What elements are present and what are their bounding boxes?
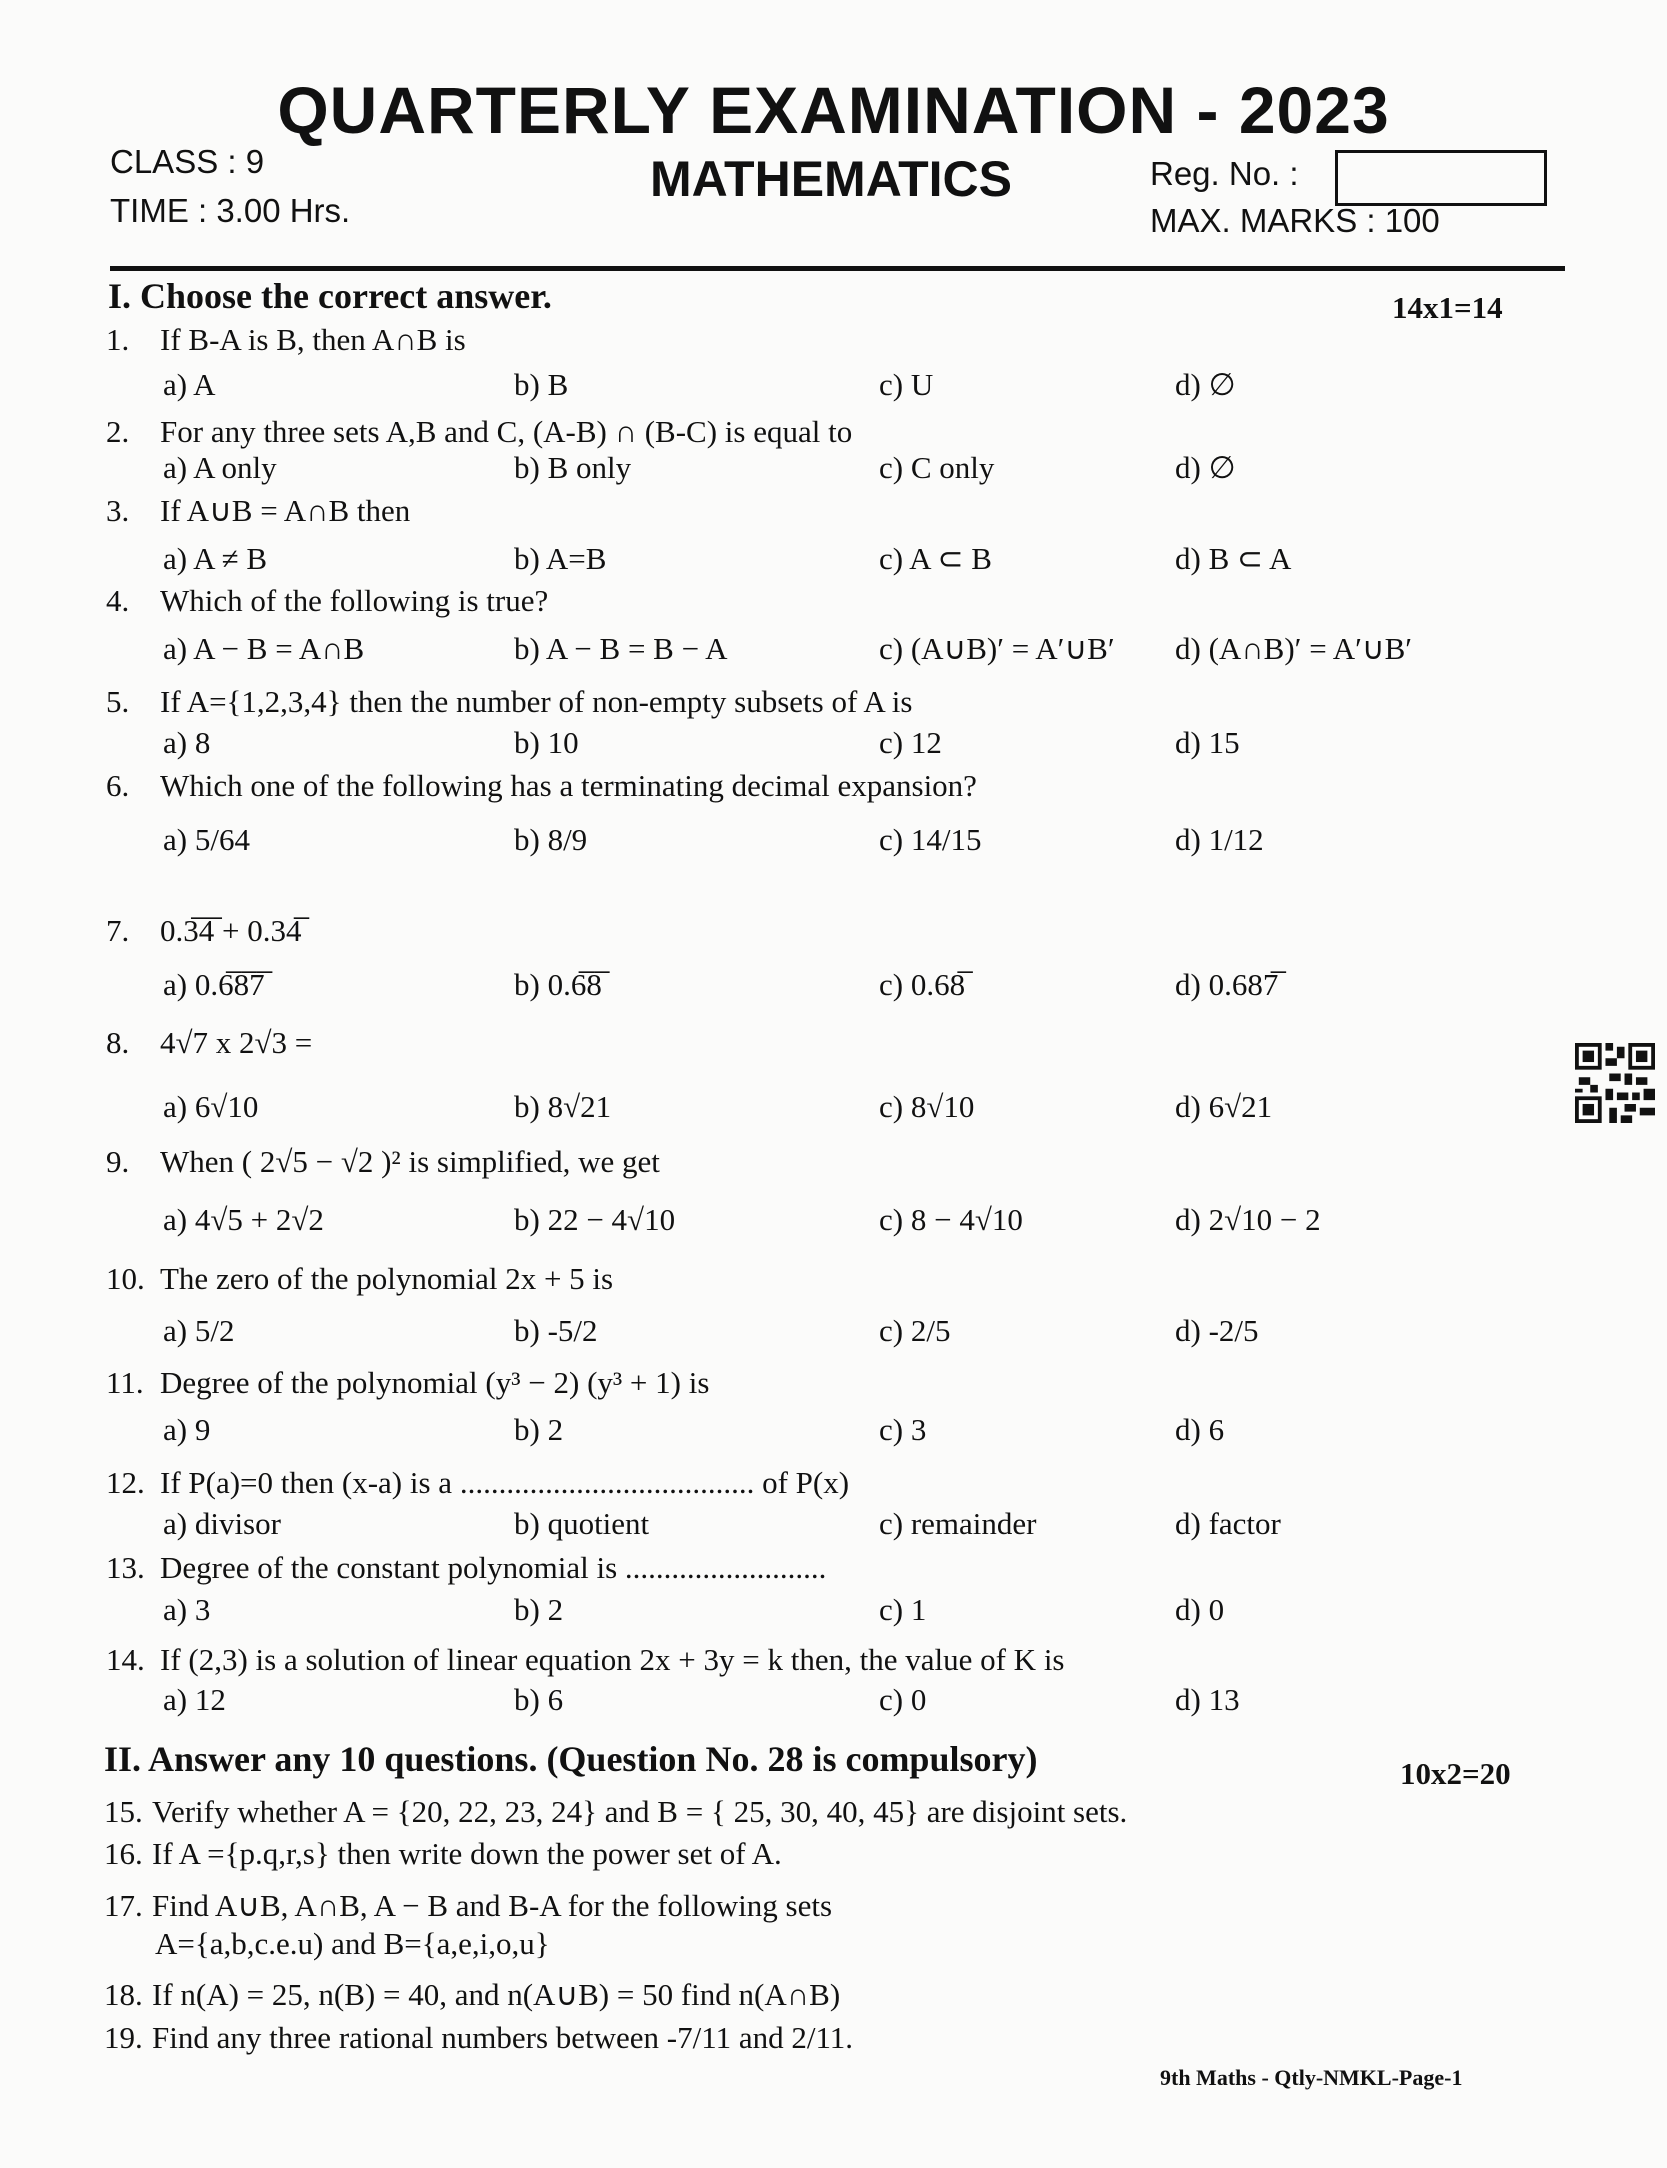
- reg-no-box[interactable]: [1335, 150, 1547, 206]
- answer-option-b: b) B only: [514, 450, 632, 485]
- answer-option-b: b) 2: [514, 1592, 564, 1627]
- question-text: If A∪B = A∩B then: [160, 493, 411, 528]
- answer-option-a: a) A only: [163, 450, 277, 485]
- question-text: The zero of the polynomial 2x + 5 is: [160, 1261, 614, 1296]
- answer-option-b: b) 0.6̅8̅: [514, 967, 602, 1002]
- answer-option-c: c) 8√10: [879, 1089, 975, 1124]
- question-number: 10.: [106, 1261, 145, 1296]
- answer-option-c: c) (A∪B)′ = A′∪B′: [879, 631, 1115, 666]
- question-number: 9.: [106, 1144, 130, 1179]
- answer-option-c: c) 14/15: [879, 822, 982, 857]
- reg-no-label: Reg. No. :: [1150, 155, 1299, 192]
- section-2-heading: II. Answer any 10 questions. (Question No. 28 is compulsory): [104, 1739, 1038, 1779]
- question-text: If n(A) = 25, n(B) = 40, and n(A∪B) = 50 find n(A∩B): [152, 1977, 841, 2012]
- question-text: If (2,3) is a solution of linear equation 2x + 3y = k then, the value of K is: [160, 1642, 1065, 1677]
- question-text: 0.3̅4̅ + 0.34̅: [160, 913, 302, 948]
- answer-option-b: b) 8√21: [514, 1089, 612, 1124]
- answer-option-c: c) 12: [879, 725, 942, 760]
- question-number: 13.: [106, 1550, 145, 1585]
- answer-option-c: c) 0: [879, 1682, 927, 1717]
- answer-option-d: d) 0.687̅: [1175, 967, 1279, 1002]
- question-number: 4.: [106, 583, 130, 618]
- answer-option-c: c) 0.68̅: [879, 967, 966, 1002]
- answer-option-d: d) ∅: [1175, 450, 1236, 485]
- answer-option-d: d) 13: [1175, 1682, 1240, 1717]
- answer-option-a: a) 8: [163, 725, 211, 760]
- answer-option-d: d) 6: [1175, 1412, 1225, 1447]
- question-text: Which one of the following has a terminating decimal expansion?: [160, 768, 977, 803]
- section-2-marks: 10x2=20: [1400, 1756, 1511, 1791]
- answer-option-a: a) 3: [163, 1592, 211, 1627]
- time-label: TIME : 3.00 Hrs.: [110, 192, 351, 229]
- question-number: 5.: [106, 684, 130, 719]
- page-footer: 9th Maths - Qtly-NMKL-Page-1: [1160, 2065, 1463, 2090]
- answer-option-a: a) 12: [163, 1682, 226, 1717]
- question-number: 6.: [106, 768, 130, 803]
- question-text: For any three sets A,B and C, (A-B) ∩ (B-C) is equal to: [160, 414, 853, 449]
- section-1-marks: 14x1=14: [1392, 290, 1503, 325]
- answer-option-b: b) 2: [514, 1412, 564, 1447]
- question-text: A={a,b,c.e.u) and B={a,e,i,o,u}: [155, 1926, 550, 1961]
- question-text: If P(a)=0 then (x-a) is a ...................................... of P(x): [160, 1465, 850, 1500]
- answer-option-d: d) factor: [1175, 1506, 1281, 1541]
- answer-option-a: a) A − B = A∩B: [163, 631, 365, 666]
- section-1-heading: I. Choose the correct answer.: [108, 276, 552, 316]
- question-text: Verify whether A = {20, 22, 23, 24} and B = { 25, 30, 40, 45} are disjoint sets.: [152, 1794, 1128, 1829]
- header-divider: [110, 266, 1565, 271]
- answer-option-c: c) 1: [879, 1592, 927, 1627]
- answer-option-c: c) C only: [879, 450, 995, 485]
- answer-option-c: c) 8 − 4√10: [879, 1202, 1023, 1237]
- question-number: 1.: [106, 322, 130, 357]
- answer-option-d: d) (A∩B)′ = A′∪B′: [1175, 631, 1413, 666]
- question-text: Degree of the polynomial (y³ − 2) (y³ + 1) is: [160, 1365, 710, 1400]
- answer-option-b: b) A=B: [514, 541, 607, 576]
- answer-option-a: a) divisor: [163, 1506, 281, 1541]
- answer-option-a: a) 0.6̅8̅7̅: [163, 967, 265, 1002]
- answer-option-a: a) A: [163, 367, 216, 402]
- question-number: 12.: [106, 1465, 145, 1500]
- answer-option-c: c) 2/5: [879, 1313, 951, 1348]
- answer-option-b: b) A − B = B − A: [514, 631, 728, 666]
- question-text: 4√7 x 2√3 =: [160, 1025, 313, 1060]
- answer-option-d: d) 6√21: [1175, 1089, 1273, 1124]
- question-text: When ( 2√5 − √2 )² is simplified, we get: [160, 1144, 660, 1179]
- question-number: 3.: [106, 493, 130, 528]
- question-number: 14.: [106, 1642, 145, 1677]
- answer-option-b: b) -5/2: [514, 1313, 598, 1348]
- answer-option-b: b) B: [514, 367, 569, 402]
- question-text: If A={1,2,3,4} then the number of non-empty subsets of A is: [160, 684, 913, 719]
- answer-option-d: d) B ⊂ A: [1175, 541, 1292, 576]
- question-text: If A ={p.q,r,s} then write down the power set of A.: [152, 1836, 782, 1871]
- max-marks-label: MAX. MARKS : 100: [1150, 202, 1440, 239]
- answer-option-c: c) remainder: [879, 1506, 1037, 1541]
- answer-option-d: d) 0: [1175, 1592, 1225, 1627]
- question-text: If B-A is B, then A∩B is: [160, 322, 466, 357]
- answer-option-d: d) 15: [1175, 725, 1240, 760]
- answer-option-a: a) 5/64: [163, 822, 250, 857]
- question-number: 15.: [104, 1794, 143, 1829]
- question-text: Find any three rational numbers between -7/11 and 2/11.: [152, 2020, 854, 2055]
- question-number: 16.: [104, 1836, 143, 1871]
- answer-option-a: a) 5/2: [163, 1313, 235, 1348]
- answer-option-b: b) 10: [514, 725, 579, 760]
- answer-option-a: a) A ≠ B: [163, 541, 267, 576]
- answer-option-d: d) 2√10 − 2: [1175, 1202, 1321, 1237]
- answer-option-d: d) 1/12: [1175, 822, 1264, 857]
- question-text: Which of the following is true?: [160, 583, 549, 618]
- qr-code-icon: [1575, 1043, 1655, 1123]
- answer-option-c: c) 3: [879, 1412, 927, 1447]
- question-number: 17.: [104, 1888, 143, 1923]
- answer-option-a: a) 6√10: [163, 1089, 259, 1124]
- class-label: CLASS : 9: [110, 143, 265, 180]
- question-number: 7.: [106, 913, 130, 948]
- answer-option-c: c) A ⊂ B: [879, 541, 992, 576]
- question-number: 18.: [104, 1977, 143, 2012]
- answer-option-b: b) 6: [514, 1682, 564, 1717]
- question-number: 2.: [106, 414, 130, 449]
- question-text: Degree of the constant polynomial is ..........................: [160, 1550, 827, 1585]
- question-text: Find A∪B, A∩B, A − B and B-A for the following sets: [152, 1888, 833, 1923]
- subject-title: MATHEMATICS: [650, 151, 1012, 207]
- answer-option-c: c) U: [879, 367, 934, 402]
- question-number: 19.: [104, 2020, 143, 2055]
- answer-option-b: b) quotient: [514, 1506, 650, 1541]
- exam-title: QUARTERLY EXAMINATION - 2023: [277, 73, 1390, 147]
- answer-option-a: a) 4√5 + 2√2: [163, 1202, 324, 1237]
- question-number: 11.: [106, 1365, 144, 1400]
- answer-option-b: b) 8/9: [514, 822, 588, 857]
- answer-option-b: b) 22 − 4√10: [514, 1202, 676, 1237]
- answer-option-a: a) 9: [163, 1412, 211, 1447]
- answer-option-d: d) ∅: [1175, 367, 1236, 402]
- question-number: 8.: [106, 1025, 130, 1060]
- answer-option-d: d) -2/5: [1175, 1313, 1259, 1348]
